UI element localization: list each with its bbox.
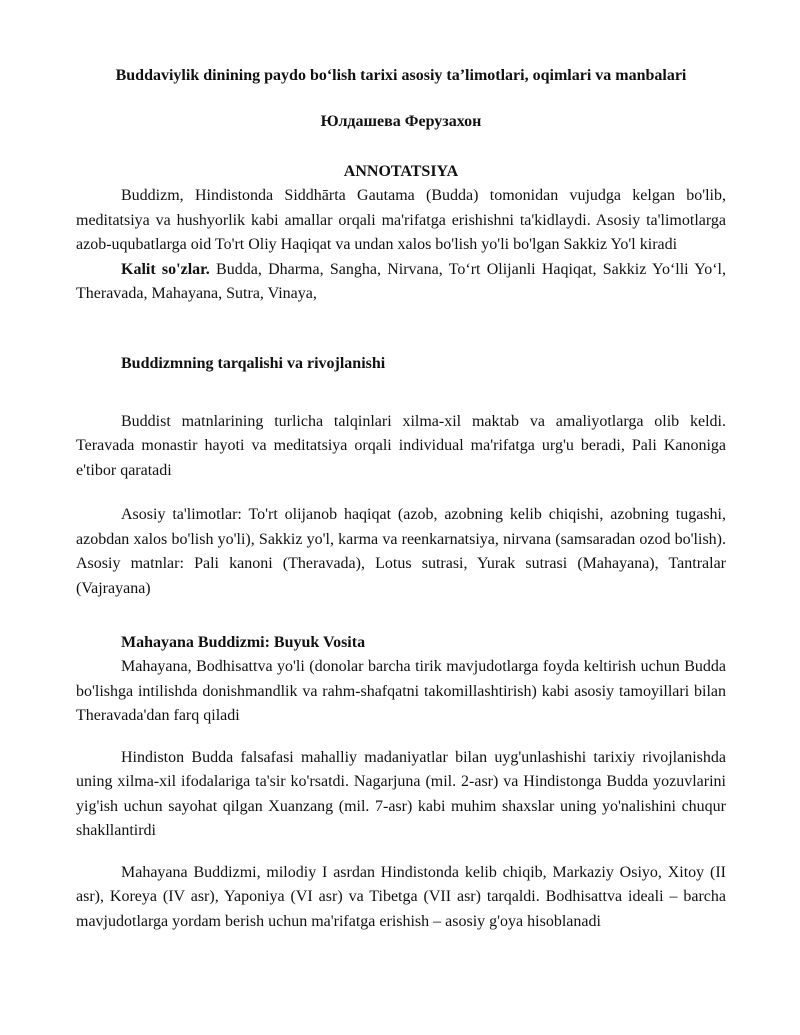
section-heading-mahayana: Mahayana Buddizmi: Buyuk Vosita [121, 634, 366, 651]
section2-paragraph-1: Mahayana, Bodhisattva yo'li (donolar barcha tirik mavjudotlarga foyda keltirish uchun Budda bo'lishga intilishda donishmandlik va rahm-shafqatni takomillashtirish) kabi asosiy tamoyillari bilan Theravada'dan farq qiladi [76, 658, 726, 724]
keywords-label: Kalit so'zlar. [121, 260, 210, 278]
section1-paragraph-2: Asosiy ta'limotlar: To'rt olijanob haqiqat (azob, azobning kelib chiqishi, azobning tugashi, azobdan xalos bo'lish yo'li), Sakkiz yo'l, karma va reenkarnatsiya, nirvana (samsaradan ozod bo'lish). Asosiy matnlar: Pali kanoni (Theravada), Lotus sutrasi, Yurak sutrasi (Mahayana), Tantralar (Vajrayana) [76, 506, 726, 597]
document-title: Buddaviylik dinining paydo boʻlish tarixi asosiy taʼlimotlari, oqimlari va manbalari [115, 67, 687, 84]
annotation-text: Buddizm, Hindistonda Siddhārta Gautama (Budda) tomonidan vujudga kelgan bo'lib, meditatsiya va hushyorlik kabi amallar orqali ma'rifatga erishishni ta'kidlaydi. Asosiy ta'limotlarga azob-uqubatlarga oid To'rt Oliy Haqiqat va undan xalos bo'lish yo'li bo'lgan Sakkiz Yo'l kiradi [76, 187, 726, 253]
keywords-paragraph [76, 258, 726, 307]
keywords-text: Budda, Dharma, Sangha, Nirvana, Toʻrt Olijanli Haqiqat, Sakkiz Yoʻlli Yoʻl, Theravada, Mahayana, Sutra, Vinaya, [76, 260, 727, 302]
section2-paragraph-3: Mahayana Buddizmi, milodiy I asrdan Hindistonda kelib chiqib, Markaziy Osiyo, Xitoy (II asr), Koreya (IV asr), Yaponiya (VI asr) va Tibetga (VII asr) tarqaldi. Bodhisattva ideali – barcha mavjudotlarga yordam berish uchun ma'rifatga erishish – asosiy g'oya hisoblanadi [76, 863, 726, 930]
section2-paragraph-2: Hindiston Budda falsafasi mahalliy madaniyatlar bilan uyg'unlashishi tarixiy rivojlanishda uning xilma-xil ifodalariga ta'sir ko'rsatdi. Nagarjuna (mil. 2-asr) va Hindistonga Budda yozuvlarini yig'ish uchun sayohat qilgan Xuanzang (mil. 7-asr) kabi muhim shaxslar uning yo'nalishini chuqur shakllantirdi [76, 748, 726, 839]
section1-paragraph-1: Buddist matnlarining turlicha talqinlari xilma-xil maktab va amaliyotlarga olib keldi. Teravada monastir hayoti va meditatsiya orqali individual ma'rifatga urg'u beradi, Pali Kanoniga e'tibor qaratadi [76, 412, 726, 479]
annotation-heading: ANNOTATSIYA [343, 163, 459, 180]
document-page [76, 64, 726, 934]
author-name: Юлдашева Ферузахон [320, 113, 482, 130]
section-heading-spread: Buddizmning tarqalishi va rivojlanishi [121, 354, 386, 372]
